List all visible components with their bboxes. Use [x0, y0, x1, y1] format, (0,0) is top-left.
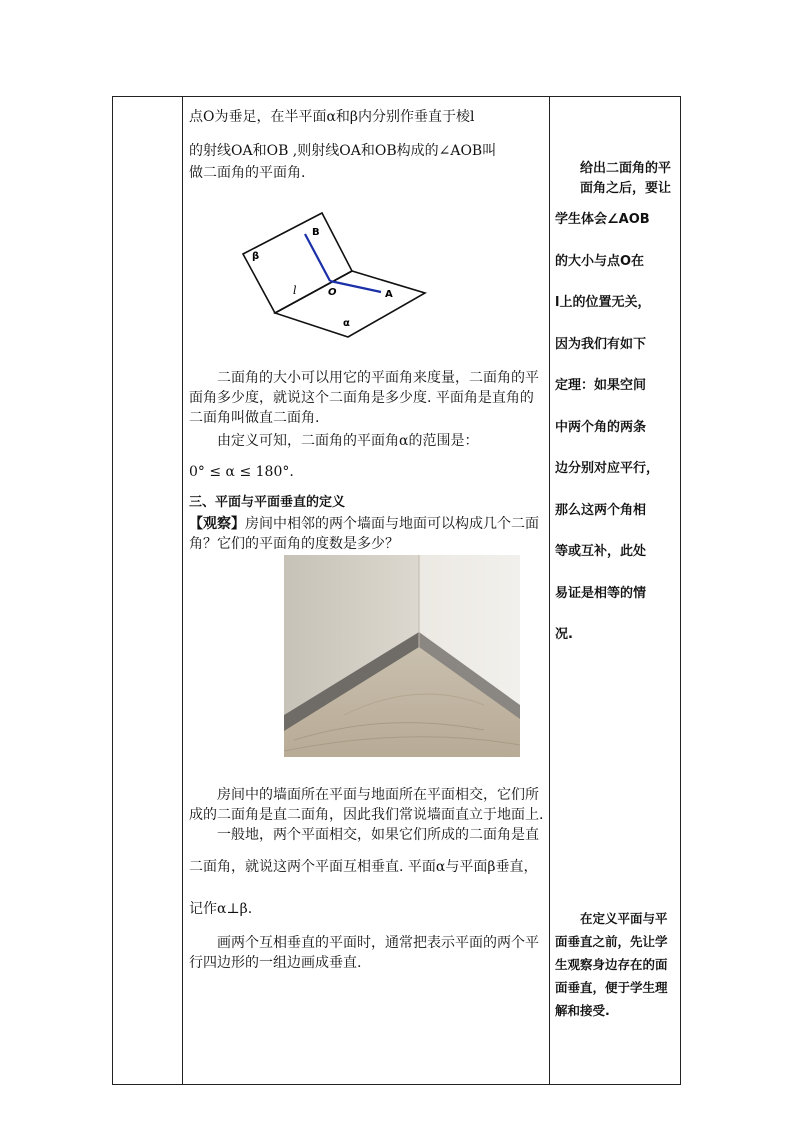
- paragraph-drawing: 画两个互相垂直的平面时，通常把表示平面的两个平行四边形的一组边画成垂直.: [189, 935, 539, 971]
- section-title: 三、平面与平面垂直的定义: [189, 495, 346, 510]
- label-alpha: α: [343, 318, 350, 329]
- note-plane-angle-intro: 给出二面角的平面角之后，要让: [580, 161, 672, 196]
- teaching-notes-column: [555, 97, 679, 1084]
- note-line: 因为我们有如下: [555, 336, 647, 352]
- note-line: 定理：如果空间: [555, 378, 647, 393]
- label-beta: β: [252, 251, 260, 262]
- definition-perpendicular-line-1: 一般地，两个平面相交，如果它们所成的二面角是直: [217, 827, 539, 843]
- paragraph-range: 由定义可知，二面角的平面角α的范围是：: [217, 433, 479, 449]
- label-A: A: [385, 289, 393, 300]
- note-line: 况.: [555, 627, 573, 642]
- note-perpendicular: 在定义平面与平面垂直之前，先让学生观察身边存在的面面垂直，便于学生理解和接受.: [555, 911, 668, 1018]
- dihedral-angle-diagram: [239, 205, 439, 345]
- observe-paragraph: [189, 514, 545, 554]
- paragraph-measure: 二面角的大小可以用它的平面角来度量，二面角的平面角多少度，就说这个二面角是多少度. 平面角是直角的二面角叫做直二面角.: [189, 370, 539, 426]
- note-line: 易证是相等的情: [555, 585, 647, 601]
- definition-line-2: 的射线OA和OB ,则射线OA和OB构成的∠AOB叫: [189, 143, 497, 159]
- note-line: 学生体会∠AOB: [555, 212, 650, 227]
- paragraph-wall-floor: 房间中的墙面所在平面与地面所在平面相交，它们所成的二面角是直二面角，因此我们常说墙面直立于地面上.: [189, 787, 544, 823]
- definition-line-1: 点O为垂足，在半平面α和β内分别作垂直于棱l: [189, 109, 475, 125]
- label-O: O: [328, 287, 337, 298]
- column-divider-left: [182, 97, 183, 1084]
- label-B: B: [312, 227, 320, 238]
- observe-text: 房间中相邻的两个墙面与地面可以构成几个二面角？它们的平面角的度数是多少？: [189, 516, 539, 552]
- label-l: l: [293, 284, 297, 297]
- note-line: 边分别对应平行，: [555, 461, 660, 476]
- lesson-table: [112, 96, 681, 1085]
- definition-perpendicular-line-2: 二面角，就说这两个平面互相垂直. 平面α与平面β垂直，: [189, 859, 538, 875]
- note-line: 等或互补，此处: [555, 544, 647, 559]
- definition-line-3: 做二面角的平面角.: [189, 165, 306, 181]
- room-corner-photo: [284, 555, 520, 757]
- observe-label: 【观察】: [189, 516, 245, 532]
- note-plane-angle: [555, 157, 677, 656]
- note-line: l上的位置无关，: [555, 295, 651, 310]
- note-line: 的大小与点O在: [555, 253, 645, 269]
- note-line: 中两个角的两条: [555, 419, 647, 435]
- main-column: [189, 97, 545, 1084]
- range-formula: 0° ≤ α ≤ 180°.: [189, 464, 294, 480]
- note-line: 那么这两个角相: [555, 502, 647, 518]
- column-divider-right: [549, 97, 550, 1084]
- definition-perpendicular-line-3: 记作α⊥β.: [189, 901, 253, 917]
